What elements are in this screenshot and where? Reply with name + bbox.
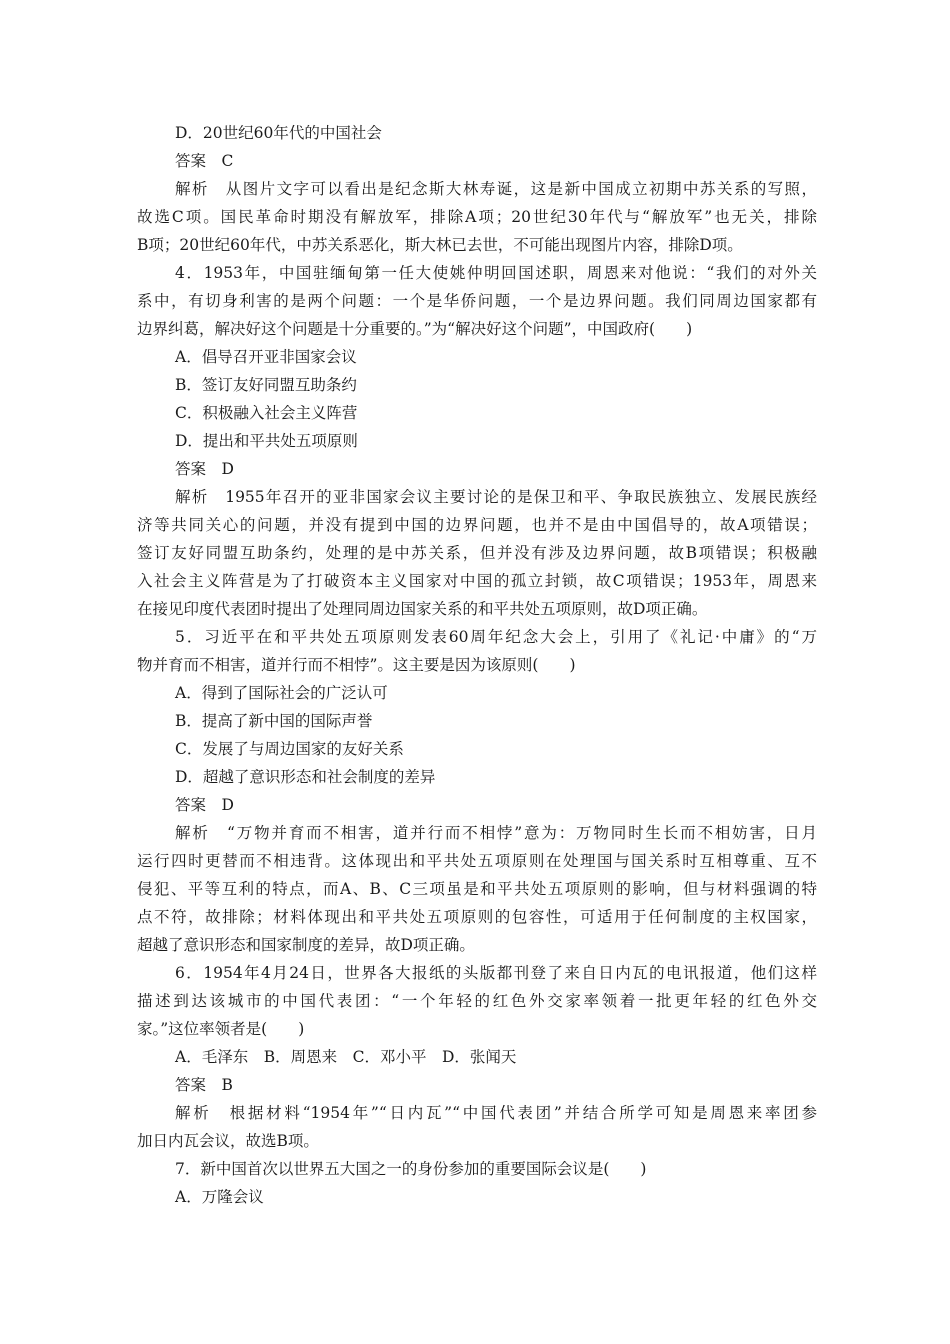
document-page [137, 119, 817, 1211]
text-line: D．超越了意识形态和社会制度的差异 [175, 768, 436, 786]
text-line: 加日内瓦会议，故选B项。 [137, 1132, 319, 1150]
text-line: 济等共同关心的问题，并没有提到中国的边界问题，也并不是由中国倡导的，故A项错误； [137, 516, 817, 534]
text-line: B项；20世纪60年代，中苏关系恶化，斯大林已去世，不可能出现图片内容，排除D项。 [137, 236, 743, 254]
text-line: 故选C项。国民革命时期没有解放军，排除A项；20世纪30年代与“解放军”也无关，排除 [137, 208, 817, 226]
text-line: 点不符，故排除；材料体现出和平共处五项原则的包容性，可适用于任何制度的主权国家， [137, 908, 817, 926]
text-line: 家。”这位率领者是( ) [137, 1020, 305, 1038]
text-line: 答案 B [175, 1076, 233, 1094]
text-line: 系中，有切身利害的是两个问题：一个是华侨问题，一个是边界问题。我们同周边国家都有 [137, 292, 817, 310]
text-line: 入社会主义阵营是为了打破资本主义国家对中国的孤立封锁，故C项错误；1953年，周恩来 [137, 572, 817, 590]
text-line: B．签订友好同盟互助条约 [175, 376, 357, 394]
text-line: 6．1954年4月24日，世界各大报纸的头版都刊登了来自日内瓦的电讯报道，他们这样 [175, 964, 817, 982]
text-line: 解析 “万物并育而不相害，道并行而不相悖”意为：万物同时生长而不相妨害，日月 [175, 824, 817, 842]
text-line: 4．1953年，中国驻缅甸第一任大使姚仲明回国述职，周恩来对他说：“我们的对外关 [175, 264, 817, 282]
text-line: 答案 C [175, 152, 234, 170]
text-line: 在接见印度代表团时提出了处理同周边国家关系的和平共处五项原则，故D项正确。 [137, 600, 708, 618]
text-line: 解析 根据材料“1954年”“日内瓦”“中国代表团”并结合所学可知是周恩来率团参 [175, 1104, 817, 1122]
text-line: D．提出和平共处五项原则 [175, 432, 358, 450]
text-line: B．提高了新中国的国际声誉 [175, 712, 373, 730]
text-line: 答案 D [175, 796, 234, 814]
text-line: 物并育而不相害，道并行而不相悖”。这主要是因为该原则( ) [137, 656, 576, 674]
text-line: A．毛泽东 B．周恩来 C．邓小平 D．张闻天 [175, 1048, 517, 1066]
text-line: 7．新中国首次以世界五大国之一的身份参加的重要国际会议是( ) [175, 1160, 647, 1178]
text-line: A．万隆会议 [175, 1188, 264, 1206]
text-line: A．倡导召开亚非国家会议 [175, 348, 357, 366]
text-line: D．20世纪60年代的中国社会 [175, 124, 382, 142]
text-line: 5．习近平在和平共处五项原则发表60周年纪念大会上，引用了《礼记·中庸》的“万 [175, 628, 817, 646]
text-line: C．发展了与周边国家的友好关系 [175, 740, 404, 758]
text-line: 签订友好同盟互助条约，处理的是中苏关系，但并没有涉及边界问题，故B项错误；积极融 [137, 544, 817, 562]
text-line: 超越了意识形态和国家制度的差异，故D项正确。 [137, 936, 475, 954]
text-line: 运行四时更替而不相违背。这体现出和平共处五项原则在处理国与国关系时互相尊重、互不 [137, 852, 817, 870]
text-line: 答案 D [175, 460, 234, 478]
text-line: A．得到了国际社会的广泛认可 [175, 684, 388, 702]
text-line: 边界纠葛，解决好这个问题是十分重要的。”为“解决好这个问题”，中国政府( ) [137, 320, 693, 338]
text-line: 解析 从图片文字可以看出是纪念斯大林寿诞，这是新中国成立初期中苏关系的写照， [175, 180, 817, 198]
text-line: 侵犯、平等互利的特点，而A、B、C三项虽是和平共处五项原则的影响，但与材料强调的特 [137, 880, 817, 898]
text-line: 解析 1955年召开的亚非国家会议主要讨论的是保卫和平、争取民族独立、发展民族经 [175, 488, 817, 506]
text-line: 描述到达该城市的中国代表团：“一个年轻的红色外交家率领着一批更年轻的红色外交 [137, 992, 817, 1010]
text-line: C．积极融入社会主义阵营 [175, 404, 358, 422]
